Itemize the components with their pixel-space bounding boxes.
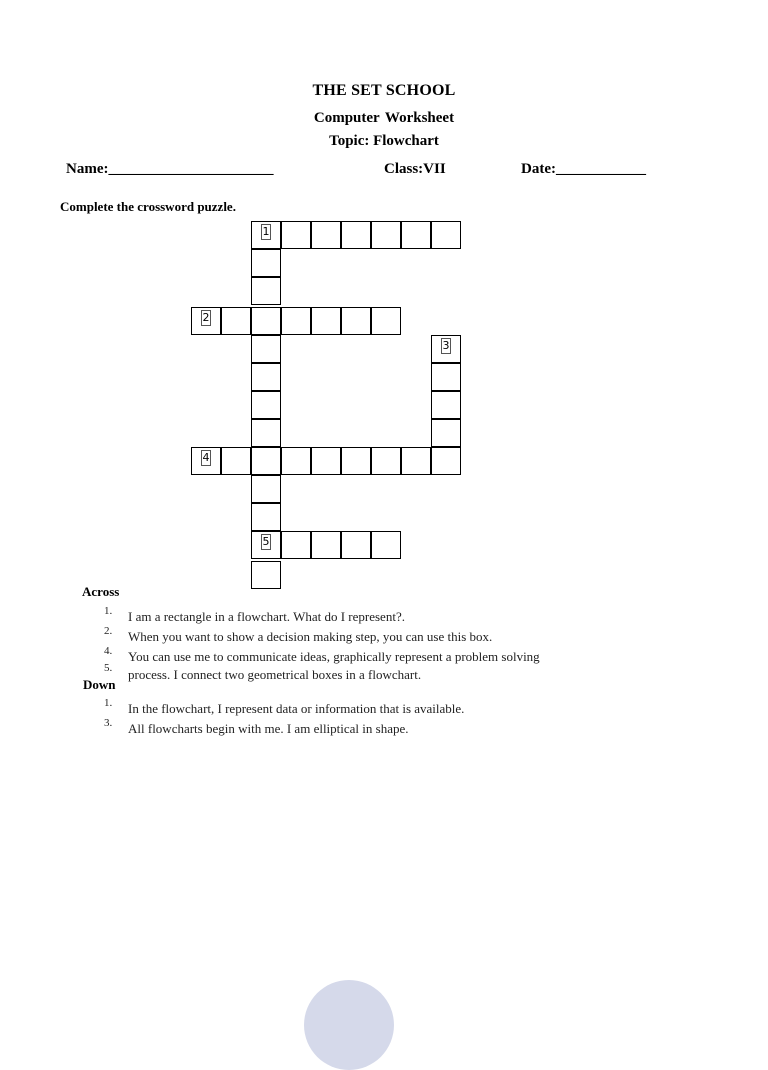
crossword-cell[interactable] [341, 221, 371, 249]
crossword-cell[interactable] [251, 277, 281, 305]
crossword-cell[interactable] [401, 447, 431, 475]
across-clue-text: I am a rectangle in a flowchart. What do I represent?. [128, 609, 405, 624]
date-field: Date:____________ [521, 161, 646, 177]
crossword-cell[interactable] [221, 447, 251, 475]
crossword-cell[interactable] [401, 221, 431, 249]
clue-number-label: 5 [262, 535, 270, 548]
crossword-cell[interactable] [251, 447, 281, 475]
across-clue-text: When you want to show a decision making step, you can use this box. [128, 629, 493, 644]
crossword-cell[interactable] [341, 531, 371, 559]
crossword-cell[interactable] [341, 447, 371, 475]
crossword-cell[interactable] [251, 561, 281, 589]
down-clue-text: All flowcharts begin with me. I am elliptical in shape. [128, 721, 409, 736]
crossword-cell[interactable] [281, 447, 311, 475]
crossword-cell[interactable] [311, 447, 341, 475]
down-clue-number: 3. [104, 717, 113, 729]
crossword-cell[interactable] [281, 221, 311, 249]
clue-number-label: 2 [202, 311, 210, 324]
across-clue-number: 4. [104, 645, 113, 657]
crossword-cell[interactable] [311, 221, 341, 249]
crossword-cell[interactable] [431, 221, 461, 249]
across-clue-number: 1. [104, 605, 113, 617]
crossword-cell[interactable] [431, 419, 461, 447]
crossword-cell[interactable] [221, 307, 251, 335]
crossword-cell[interactable] [371, 531, 401, 559]
crossword-cell[interactable] [251, 307, 281, 335]
crossword-cell[interactable] [251, 363, 281, 391]
school-name: THE SET SCHOOL [312, 82, 456, 99]
crossword-cell[interactable] [371, 447, 401, 475]
clue-number-label: 3 [442, 339, 450, 352]
crossword-cell[interactable] [251, 503, 281, 531]
clue-number-label: 1 [262, 225, 270, 238]
class-field: Class:VII [384, 161, 446, 177]
worksheet-topic: Topic: Flowchart [329, 133, 439, 149]
crossword-cell[interactable] [431, 447, 461, 475]
across-clue-number: 2. [104, 625, 113, 637]
crossword-cell[interactable] [311, 307, 341, 335]
crossword-cell[interactable] [311, 531, 341, 559]
down-clue-number: 1. [104, 697, 113, 709]
crossword-cell[interactable] [341, 307, 371, 335]
crossword-cell[interactable] [431, 363, 461, 391]
across-heading: Across [82, 584, 120, 599]
crossword-cell[interactable] [371, 221, 401, 249]
crossword-cell[interactable] [251, 391, 281, 419]
down-clue-text: In the flowchart, I represent data or information that is available. [128, 701, 465, 716]
name-field: Name:______________________ [66, 161, 274, 177]
clue-number-label: 4 [202, 451, 210, 464]
crossword-cell[interactable] [251, 475, 281, 503]
across-clue-text: process. I connect two geometrical boxes in a flowchart. [128, 667, 422, 682]
instruction-text: Complete the crossword puzzle. [60, 199, 236, 214]
crossword-cell[interactable] [251, 249, 281, 277]
page-decoration-circle [304, 980, 394, 1070]
crossword-cell[interactable] [371, 307, 401, 335]
crossword-cell[interactable] [251, 419, 281, 447]
worksheet-title: Computer Worksheet [313, 110, 455, 126]
crossword-cell[interactable] [251, 335, 281, 363]
crossword-cell[interactable] [281, 531, 311, 559]
across-clue-number: 5. [104, 662, 113, 674]
crossword-cell[interactable] [431, 391, 461, 419]
across-clue-text: You can use me to communicate ideas, graphically represent a problem solving [128, 649, 540, 664]
down-heading: Down [83, 677, 116, 692]
crossword-cell[interactable] [281, 307, 311, 335]
